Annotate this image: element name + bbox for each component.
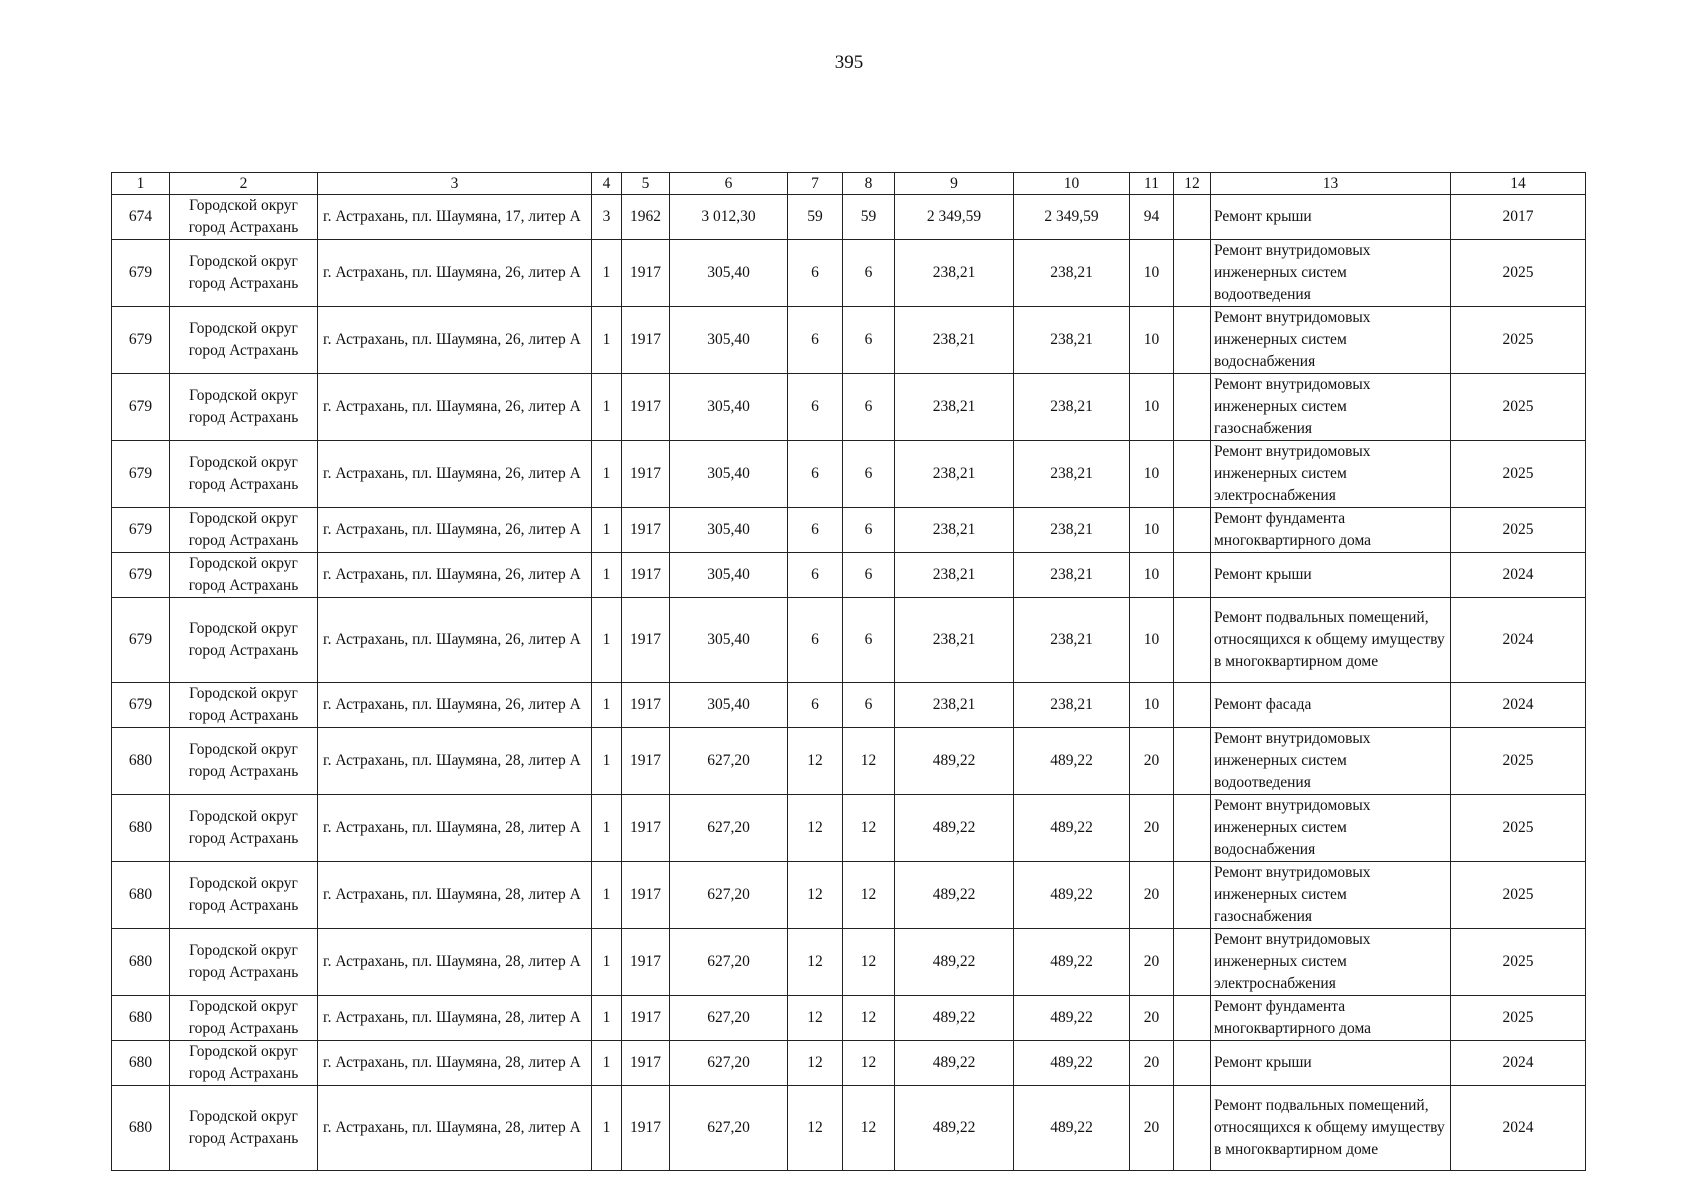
area-cell: 3 012,30 [670, 195, 788, 240]
column-header: 14 [1451, 173, 1586, 195]
column-7-cell: 6 [788, 508, 843, 553]
area-cell: 627,20 [670, 1086, 788, 1171]
column-12-cell [1174, 195, 1211, 240]
column-11-cell: 20 [1130, 996, 1174, 1041]
construction-year-cell: 1917 [622, 862, 670, 929]
planned-year-cell: 2024 [1451, 683, 1586, 728]
column-header: 9 [895, 173, 1014, 195]
column-9-cell: 238,21 [895, 683, 1014, 728]
column-10-cell: 238,21 [1014, 598, 1130, 683]
construction-year-cell: 1917 [622, 307, 670, 374]
column-10-cell: 2 349,59 [1014, 195, 1130, 240]
row-number-cell: 680 [112, 1086, 170, 1171]
planned-year-cell: 2025 [1451, 374, 1586, 441]
column-7-cell: 12 [788, 795, 843, 862]
repair-work-cell: Ремонт подвальных помещений, относящихся к общему имуществу в многоквартирном доме [1211, 598, 1451, 683]
table-row [112, 307, 1586, 374]
area-cell: 305,40 [670, 553, 788, 598]
municipality-cell: Городской округ город Астрахань [170, 441, 318, 508]
column-12-cell [1174, 441, 1211, 508]
column-10-cell: 238,21 [1014, 553, 1130, 598]
table-row [112, 598, 1586, 683]
column-10-cell: 489,22 [1014, 862, 1130, 929]
area-cell: 305,40 [670, 374, 788, 441]
repair-work-cell: Ремонт внутридомовых инженерных систем электроснабжения [1211, 441, 1451, 508]
column-9-cell: 238,21 [895, 240, 1014, 307]
column-10-cell: 489,22 [1014, 1086, 1130, 1171]
address-cell: г. Астрахань, пл. Шаумяна, 26, литер А [318, 553, 592, 598]
column-8-cell: 12 [843, 795, 895, 862]
row-number-cell: 679 [112, 553, 170, 598]
column-12-cell [1174, 598, 1211, 683]
municipality-cell: Городской округ город Астрахань [170, 728, 318, 795]
column-12-cell [1174, 728, 1211, 795]
construction-year-cell: 1917 [622, 1086, 670, 1171]
repair-work-cell: Ремонт фасада [1211, 683, 1451, 728]
column-11-cell: 10 [1130, 307, 1174, 374]
table-row [112, 728, 1586, 795]
construction-year-cell: 1917 [622, 508, 670, 553]
column-4-cell: 1 [592, 683, 622, 728]
column-11-cell: 94 [1130, 195, 1174, 240]
address-cell: г. Астрахань, пл. Шаумяна, 28, литер А [318, 795, 592, 862]
table-row [112, 683, 1586, 728]
column-7-cell: 59 [788, 195, 843, 240]
column-7-cell: 12 [788, 929, 843, 996]
column-9-cell: 238,21 [895, 508, 1014, 553]
column-header: 3 [318, 173, 592, 195]
planned-year-cell: 2024 [1451, 1041, 1586, 1086]
planned-year-cell: 2024 [1451, 1086, 1586, 1171]
repair-work-cell: Ремонт крыши [1211, 553, 1451, 598]
table-row [112, 996, 1586, 1041]
repair-work-cell: Ремонт крыши [1211, 1041, 1451, 1086]
area-cell: 305,40 [670, 683, 788, 728]
table-row [112, 929, 1586, 996]
table-row [112, 508, 1586, 553]
column-10-cell: 238,21 [1014, 240, 1130, 307]
column-12-cell [1174, 996, 1211, 1041]
planned-year-cell: 2025 [1451, 929, 1586, 996]
municipality-cell: Городской округ город Астрахань [170, 996, 318, 1041]
area-cell: 627,20 [670, 1041, 788, 1086]
row-number-cell: 680 [112, 929, 170, 996]
column-11-cell: 20 [1130, 795, 1174, 862]
area-cell: 627,20 [670, 862, 788, 929]
row-number-cell: 679 [112, 508, 170, 553]
address-cell: г. Астрахань, пл. Шаумяна, 26, литер А [318, 307, 592, 374]
column-8-cell: 6 [843, 508, 895, 553]
table-row [112, 374, 1586, 441]
column-4-cell: 1 [592, 240, 622, 307]
address-cell: г. Астрахань, пл. Шаумяна, 28, литер А [318, 1041, 592, 1086]
address-cell: г. Астрахань, пл. Шаумяна, 28, литер А [318, 929, 592, 996]
planned-year-cell: 2025 [1451, 996, 1586, 1041]
address-cell: г. Астрахань, пл. Шаумяна, 26, литер А [318, 240, 592, 307]
area-cell: 627,20 [670, 795, 788, 862]
column-7-cell: 12 [788, 1041, 843, 1086]
address-cell: г. Астрахань, пл. Шаумяна, 26, литер А [318, 598, 592, 683]
column-9-cell: 238,21 [895, 441, 1014, 508]
area-cell: 305,40 [670, 240, 788, 307]
table-row [112, 240, 1586, 307]
repair-work-cell: Ремонт внутридомовых инженерных систем электроснабжения [1211, 929, 1451, 996]
row-number-cell: 679 [112, 240, 170, 307]
column-4-cell: 1 [592, 862, 622, 929]
address-cell: г. Астрахань, пл. Шаумяна, 28, литер А [318, 728, 592, 795]
construction-year-cell: 1917 [622, 929, 670, 996]
column-12-cell [1174, 1086, 1211, 1171]
planned-year-cell: 2017 [1451, 195, 1586, 240]
column-header: 12 [1174, 173, 1211, 195]
column-7-cell: 12 [788, 728, 843, 795]
planned-year-cell: 2025 [1451, 862, 1586, 929]
column-9-cell: 489,22 [895, 862, 1014, 929]
column-11-cell: 10 [1130, 240, 1174, 307]
construction-year-cell: 1917 [622, 240, 670, 307]
planned-year-cell: 2025 [1451, 240, 1586, 307]
column-12-cell [1174, 929, 1211, 996]
column-4-cell: 1 [592, 374, 622, 441]
address-cell: г. Астрахань, пл. Шаумяна, 28, литер А [318, 862, 592, 929]
row-number-cell: 679 [112, 374, 170, 441]
column-9-cell: 489,22 [895, 1086, 1014, 1171]
construction-year-cell: 1917 [622, 996, 670, 1041]
column-9-cell: 489,22 [895, 795, 1014, 862]
planned-year-cell: 2024 [1451, 598, 1586, 683]
construction-year-cell: 1917 [622, 598, 670, 683]
construction-year-cell: 1917 [622, 1041, 670, 1086]
area-cell: 305,40 [670, 441, 788, 508]
column-7-cell: 6 [788, 598, 843, 683]
column-11-cell: 20 [1130, 929, 1174, 996]
column-10-cell: 489,22 [1014, 929, 1130, 996]
municipality-cell: Городской округ город Астрахань [170, 929, 318, 996]
row-number-cell: 679 [112, 598, 170, 683]
row-number-cell: 680 [112, 996, 170, 1041]
column-8-cell: 6 [843, 240, 895, 307]
area-cell: 305,40 [670, 598, 788, 683]
municipality-cell: Городской округ город Астрахань [170, 508, 318, 553]
column-10-cell: 489,22 [1014, 996, 1130, 1041]
table-row [112, 1041, 1586, 1086]
column-8-cell: 12 [843, 929, 895, 996]
municipality-cell: Городской округ город Астрахань [170, 795, 318, 862]
column-12-cell [1174, 683, 1211, 728]
column-header: 11 [1130, 173, 1174, 195]
table-row [112, 441, 1586, 508]
column-9-cell: 238,21 [895, 307, 1014, 374]
repair-work-cell: Ремонт внутридомовых инженерных систем водоотведения [1211, 728, 1451, 795]
column-12-cell [1174, 374, 1211, 441]
column-8-cell: 12 [843, 1086, 895, 1171]
column-7-cell: 6 [788, 240, 843, 307]
column-header: 4 [592, 173, 622, 195]
column-4-cell: 1 [592, 996, 622, 1041]
area-cell: 627,20 [670, 728, 788, 795]
planned-year-cell: 2025 [1451, 307, 1586, 374]
column-11-cell: 10 [1130, 508, 1174, 553]
table-row [112, 553, 1586, 598]
column-7-cell: 6 [788, 553, 843, 598]
column-8-cell: 59 [843, 195, 895, 240]
column-4-cell: 1 [592, 929, 622, 996]
column-header: 6 [670, 173, 788, 195]
municipality-cell: Городской округ город Астрахань [170, 1086, 318, 1171]
column-12-cell [1174, 307, 1211, 374]
column-header: 13 [1211, 173, 1451, 195]
column-10-cell: 238,21 [1014, 374, 1130, 441]
repair-plan-table [111, 172, 1586, 1171]
column-12-cell [1174, 240, 1211, 307]
planned-year-cell: 2025 [1451, 728, 1586, 795]
column-10-cell: 489,22 [1014, 795, 1130, 862]
municipality-cell: Городской округ город Астрахань [170, 553, 318, 598]
address-cell: г. Астрахань, пл. Шаумяна, 28, литер А [318, 1086, 592, 1171]
municipality-cell: Городской округ город Астрахань [170, 598, 318, 683]
column-header: 8 [843, 173, 895, 195]
municipality-cell: Городской округ город Астрахань [170, 1041, 318, 1086]
column-9-cell: 238,21 [895, 374, 1014, 441]
address-cell: г. Астрахань, пл. Шаумяна, 17, литер А [318, 195, 592, 240]
column-11-cell: 10 [1130, 441, 1174, 508]
column-header: 2 [170, 173, 318, 195]
construction-year-cell: 1917 [622, 441, 670, 508]
row-number-cell: 680 [112, 728, 170, 795]
address-cell: г. Астрахань, пл. Шаумяна, 26, литер А [318, 374, 592, 441]
column-8-cell: 12 [843, 728, 895, 795]
address-cell: г. Астрахань, пл. Шаумяна, 28, литер А [318, 996, 592, 1041]
repair-work-cell: Ремонт внутридомовых инженерных систем водоснабжения [1211, 795, 1451, 862]
column-9-cell: 489,22 [895, 996, 1014, 1041]
column-4-cell: 1 [592, 307, 622, 374]
column-4-cell: 1 [592, 795, 622, 862]
table-row [112, 795, 1586, 862]
row-number-cell: 680 [112, 795, 170, 862]
column-4-cell: 1 [592, 728, 622, 795]
area-cell: 305,40 [670, 508, 788, 553]
area-cell: 627,20 [670, 996, 788, 1041]
page-number: 395 [834, 52, 864, 73]
column-8-cell: 12 [843, 862, 895, 929]
column-9-cell: 238,21 [895, 553, 1014, 598]
column-8-cell: 12 [843, 996, 895, 1041]
column-11-cell: 20 [1130, 1086, 1174, 1171]
construction-year-cell: 1917 [622, 795, 670, 862]
table-row [112, 1086, 1586, 1171]
construction-year-cell: 1917 [622, 683, 670, 728]
row-number-cell: 680 [112, 862, 170, 929]
column-8-cell: 6 [843, 553, 895, 598]
column-11-cell: 10 [1130, 683, 1174, 728]
column-7-cell: 12 [788, 862, 843, 929]
column-8-cell: 12 [843, 1041, 895, 1086]
row-number-cell: 679 [112, 683, 170, 728]
column-10-cell: 489,22 [1014, 1041, 1130, 1086]
municipality-cell: Городской округ город Астрахань [170, 195, 318, 240]
column-10-cell: 238,21 [1014, 307, 1130, 374]
column-7-cell: 6 [788, 307, 843, 374]
repair-work-cell: Ремонт внутридомовых инженерных систем водоотведения [1211, 240, 1451, 307]
column-11-cell: 20 [1130, 728, 1174, 795]
planned-year-cell: 2025 [1451, 441, 1586, 508]
row-number-cell: 674 [112, 195, 170, 240]
address-cell: г. Астрахань, пл. Шаумяна, 26, литер А [318, 508, 592, 553]
area-cell: 627,20 [670, 929, 788, 996]
column-7-cell: 6 [788, 441, 843, 508]
column-9-cell: 489,22 [895, 1041, 1014, 1086]
column-4-cell: 1 [592, 508, 622, 553]
column-9-cell: 489,22 [895, 929, 1014, 996]
column-7-cell: 6 [788, 374, 843, 441]
column-10-cell: 238,21 [1014, 508, 1130, 553]
table-row [112, 862, 1586, 929]
construction-year-cell: 1917 [622, 553, 670, 598]
column-number-row [112, 173, 1586, 195]
column-8-cell: 6 [843, 441, 895, 508]
municipality-cell: Городской округ город Астрахань [170, 374, 318, 441]
address-cell: г. Астрахань, пл. Шаумяна, 26, литер А [318, 683, 592, 728]
row-number-cell: 679 [112, 307, 170, 374]
column-8-cell: 6 [843, 598, 895, 683]
column-4-cell: 1 [592, 1086, 622, 1171]
column-9-cell: 2 349,59 [895, 195, 1014, 240]
column-header: 10 [1014, 173, 1130, 195]
column-10-cell: 238,21 [1014, 441, 1130, 508]
row-number-cell: 680 [112, 1041, 170, 1086]
column-9-cell: 238,21 [895, 598, 1014, 683]
column-7-cell: 6 [788, 683, 843, 728]
column-9-cell: 489,22 [895, 728, 1014, 795]
repair-work-cell: Ремонт внутридомовых инженерных систем газоснабжения [1211, 374, 1451, 441]
address-cell: г. Астрахань, пл. Шаумяна, 26, литер А [318, 441, 592, 508]
construction-year-cell: 1962 [622, 195, 670, 240]
construction-year-cell: 1917 [622, 728, 670, 795]
repair-work-cell: Ремонт фундамента многоквартирного дома [1211, 508, 1451, 553]
repair-work-cell: Ремонт подвальных помещений, относящихся к общему имуществу в многоквартирном доме [1211, 1086, 1451, 1171]
column-10-cell: 238,21 [1014, 683, 1130, 728]
column-12-cell [1174, 795, 1211, 862]
municipality-cell: Городской округ город Астрахань [170, 683, 318, 728]
column-4-cell: 1 [592, 441, 622, 508]
column-7-cell: 12 [788, 996, 843, 1041]
column-4-cell: 1 [592, 598, 622, 683]
column-12-cell [1174, 508, 1211, 553]
area-cell: 305,40 [670, 307, 788, 374]
column-11-cell: 20 [1130, 1041, 1174, 1086]
table-row [112, 195, 1586, 240]
column-10-cell: 489,22 [1014, 728, 1130, 795]
column-4-cell: 3 [592, 195, 622, 240]
repair-work-cell: Ремонт крыши [1211, 195, 1451, 240]
planned-year-cell: 2025 [1451, 795, 1586, 862]
column-4-cell: 1 [592, 1041, 622, 1086]
column-header: 5 [622, 173, 670, 195]
municipality-cell: Городской округ город Астрахань [170, 862, 318, 929]
column-4-cell: 1 [592, 553, 622, 598]
column-8-cell: 6 [843, 374, 895, 441]
column-12-cell [1174, 553, 1211, 598]
municipality-cell: Городской округ город Астрахань [170, 307, 318, 374]
column-12-cell [1174, 862, 1211, 929]
planned-year-cell: 2025 [1451, 508, 1586, 553]
planned-year-cell: 2024 [1451, 553, 1586, 598]
column-7-cell: 12 [788, 1086, 843, 1171]
column-11-cell: 20 [1130, 862, 1174, 929]
column-11-cell: 10 [1130, 598, 1174, 683]
municipality-cell: Городской округ город Астрахань [170, 240, 318, 307]
column-11-cell: 10 [1130, 374, 1174, 441]
repair-work-cell: Ремонт внутридомовых инженерных систем газоснабжения [1211, 862, 1451, 929]
column-8-cell: 6 [843, 307, 895, 374]
row-number-cell: 679 [112, 441, 170, 508]
repair-work-cell: Ремонт фундамента многоквартирного дома [1211, 996, 1451, 1041]
column-11-cell: 10 [1130, 553, 1174, 598]
repair-work-cell: Ремонт внутридомовых инженерных систем водоснабжения [1211, 307, 1451, 374]
column-header: 7 [788, 173, 843, 195]
column-8-cell: 6 [843, 683, 895, 728]
construction-year-cell: 1917 [622, 374, 670, 441]
column-header: 1 [112, 173, 170, 195]
column-12-cell [1174, 1041, 1211, 1086]
